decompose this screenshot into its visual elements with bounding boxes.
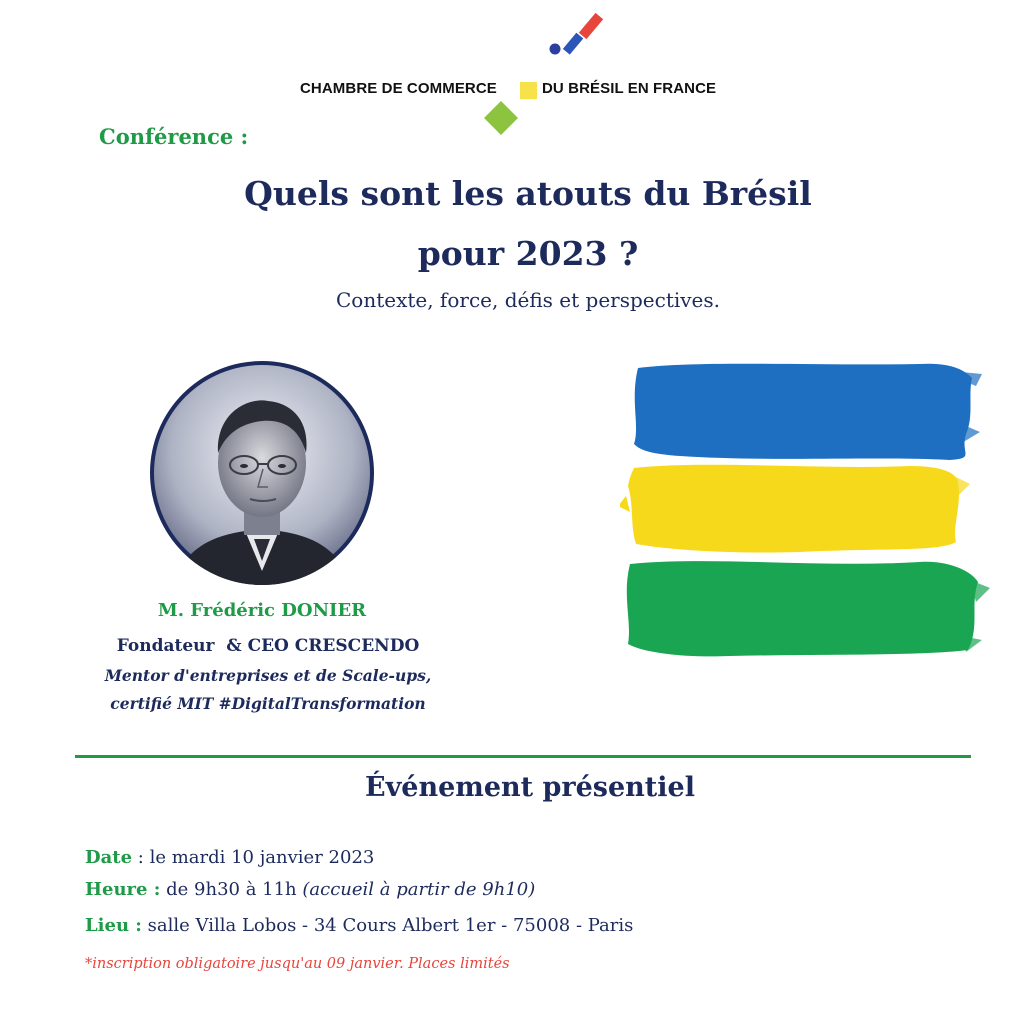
time-value: de 9h30 à 11h — [160, 879, 303, 900]
speaker-portrait — [150, 361, 374, 585]
logo-text-right: DU BRÉSIL EN FRANCE — [542, 80, 717, 97]
conference-title-line1: Quels sont les atouts du Brésil — [244, 174, 812, 213]
logo-mark-icon — [470, 0, 630, 150]
conference-subtitle: Contexte, force, défis et perspectives. — [335, 288, 721, 312]
time-label: Heure : — [85, 879, 161, 900]
event-date — [85, 847, 374, 868]
brazil-stripes-graphic-icon — [620, 356, 1000, 666]
logo-text-left: CHAMBRE DE COMMERCE — [300, 80, 497, 97]
speaker-portrait-icon — [150, 361, 374, 585]
speaker-description-line1: Mentor d'entreprises et de Scale-ups, — [104, 666, 432, 685]
conference-title-line2: pour 2023 ? — [417, 234, 639, 273]
event-place — [85, 915, 633, 936]
registration-note: *inscription obligatoire jusqu'au 09 janvier. Places limités — [85, 956, 510, 972]
date-value: le mardi 10 janvier 2023 — [149, 847, 375, 868]
event-time — [85, 879, 535, 900]
speaker-description-line2: certifié MIT #DigitalTransformation — [110, 694, 426, 713]
date-label: Date — [85, 847, 133, 868]
time-note: (accueil à partir de 9h10) — [302, 879, 536, 900]
date-separator: : — [132, 847, 150, 868]
conference-label: Conférence : — [99, 124, 249, 149]
event-type-heading: Événement présentiel — [365, 772, 695, 803]
place-label: Lieu : — [85, 915, 142, 936]
place-value: salle Villa Lobos - 34 Cours Albert 1er - 75008 - Paris — [141, 915, 634, 936]
section-divider — [75, 755, 971, 758]
speaker-role: Fondateur & CEO CRESCENDO — [116, 636, 420, 656]
speaker-name: M. Frédéric DONIER — [157, 600, 367, 621]
